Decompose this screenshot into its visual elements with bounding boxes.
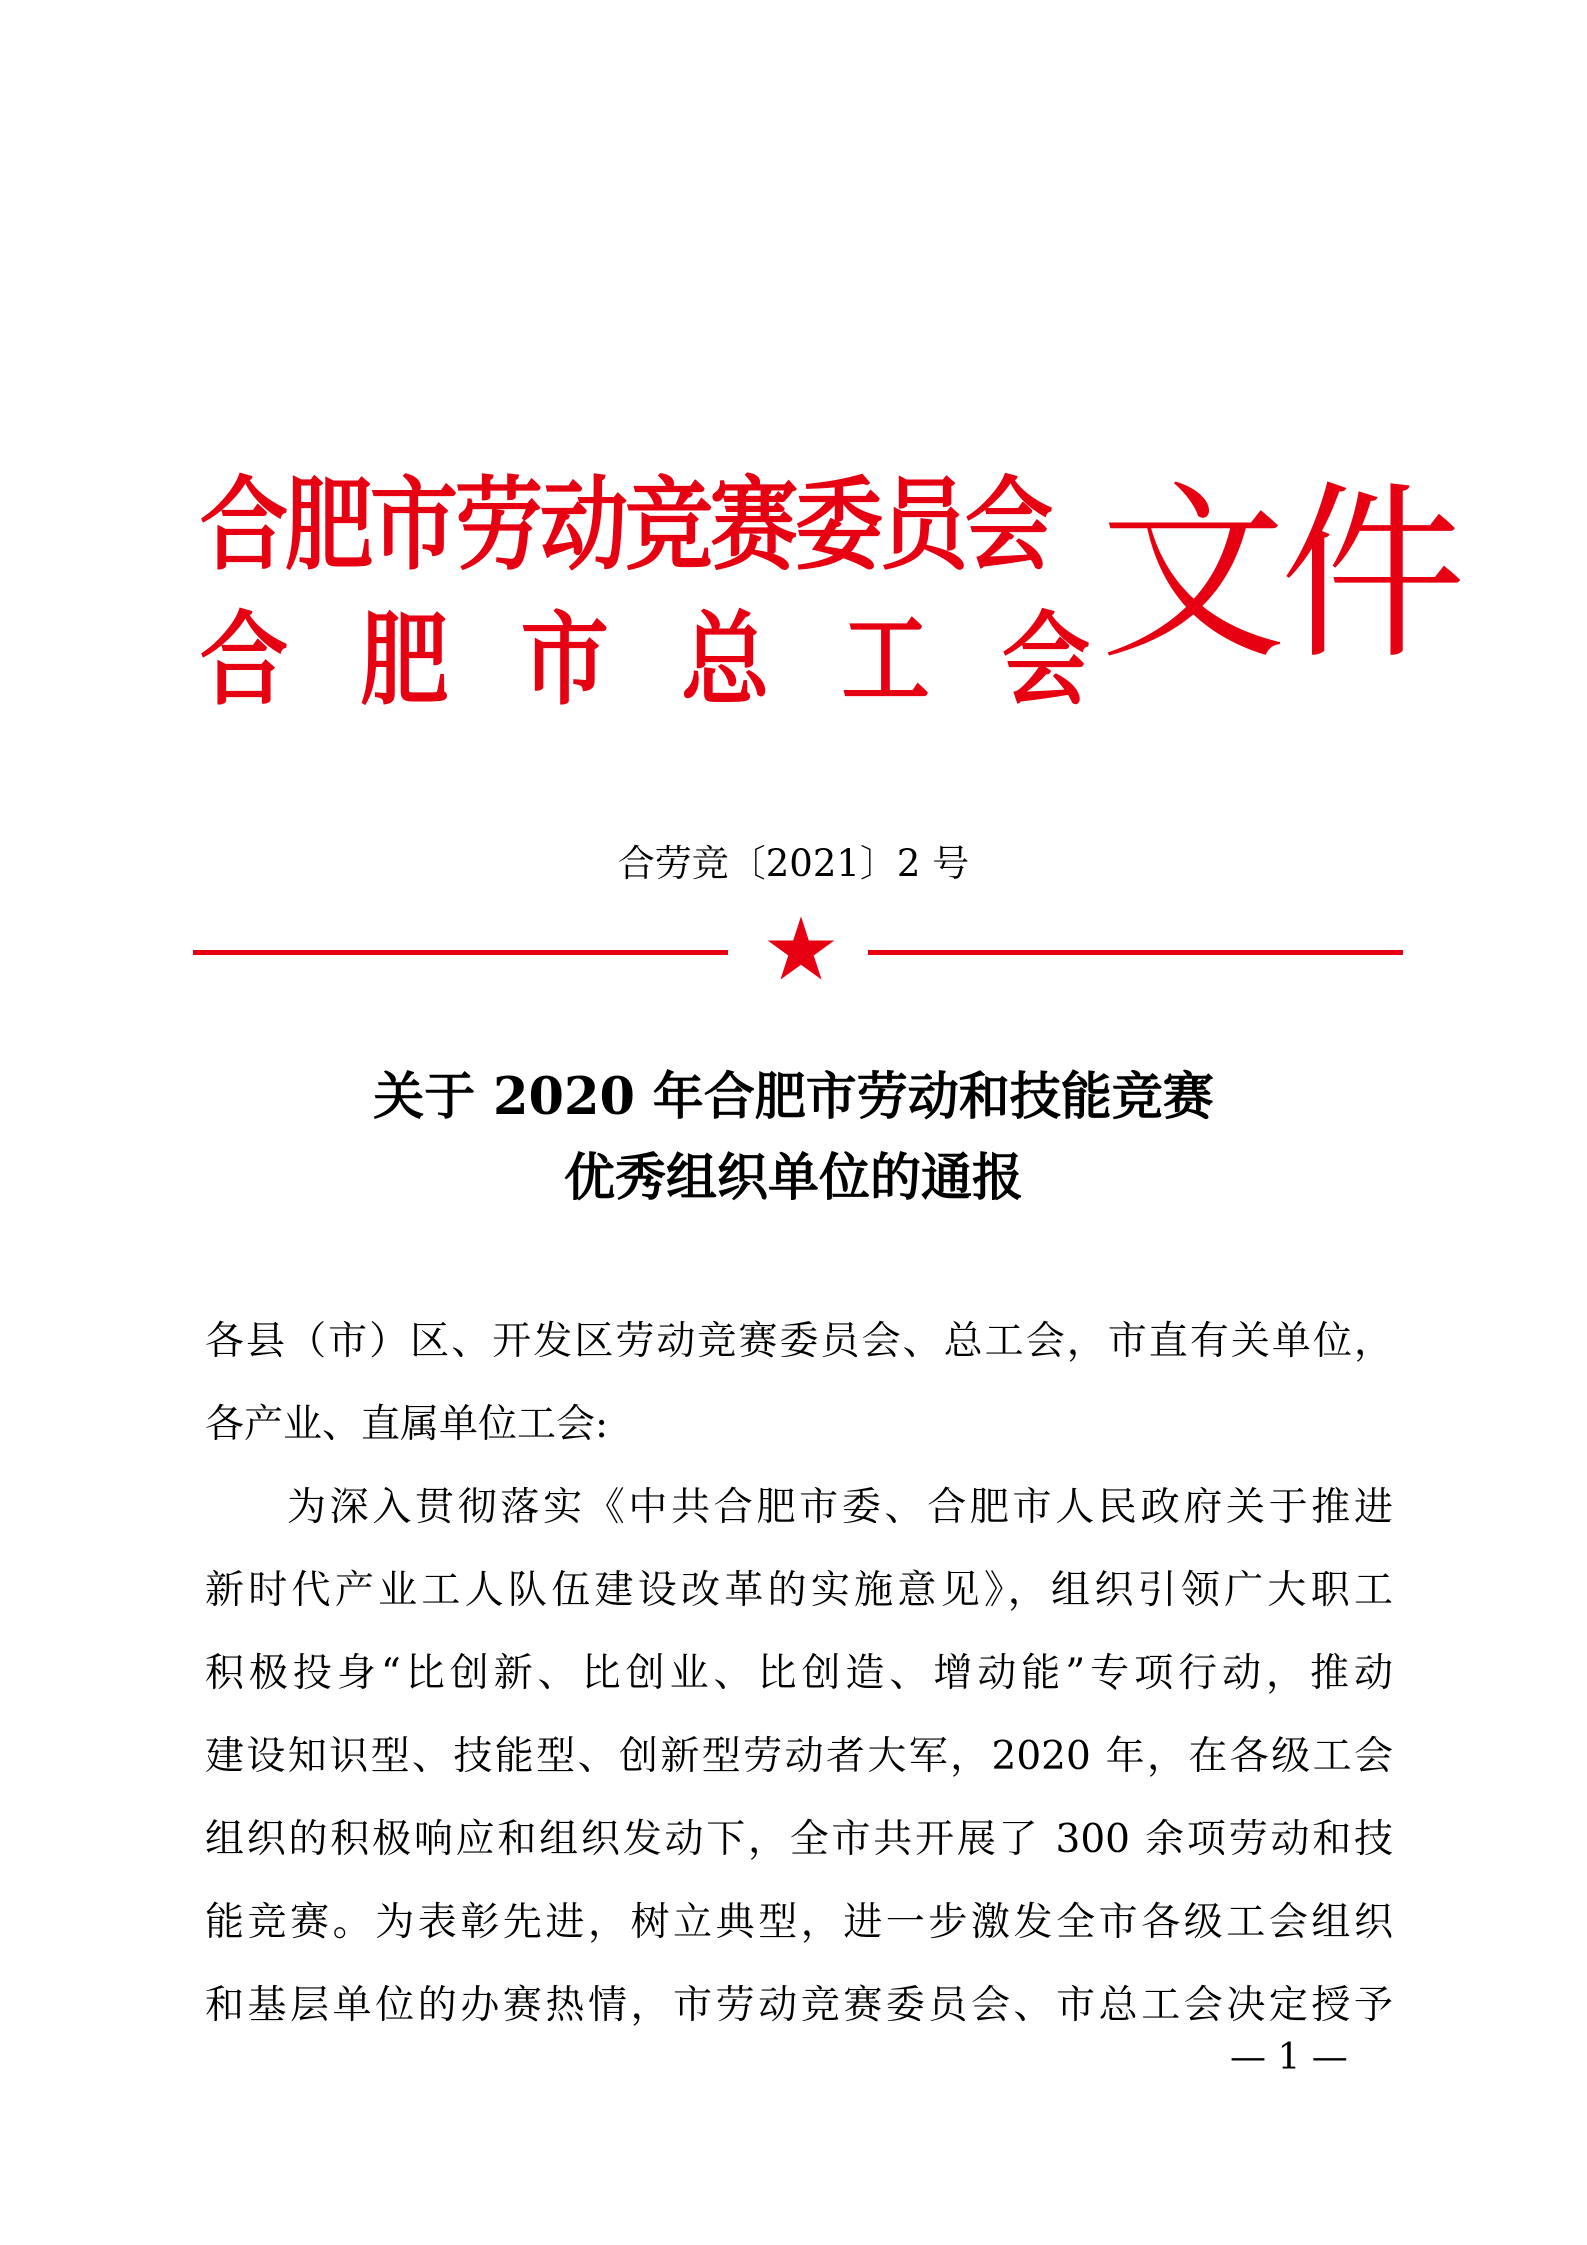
- separator-rule-left: [193, 950, 728, 955]
- body-text-line: 积极投身“比创新、比创业、比创造、增动能”专项行动，推动: [205, 1651, 1393, 1696]
- issuer-line-2-char: 合: [200, 600, 289, 720]
- issuer-line-1: 合肥市劳动竞赛委员会: [200, 465, 1051, 585]
- issuer-line-2-char: 工: [841, 600, 930, 720]
- separator-rule-right: [868, 950, 1403, 955]
- issuer-line-2-char: 总: [681, 600, 770, 720]
- body-text-line: 能竞赛。为表彰先进，树立典型，进一步激发全市各级工会组织: [205, 1900, 1393, 1945]
- issuer-line-2: [200, 600, 1090, 720]
- document-title-line-1: 关于 2020 年合肥市劳动和技能竞赛: [373, 1067, 1214, 1127]
- doc-type-label: 文件: [1100, 463, 1461, 686]
- document-title-line-2: 优秀组织单位的通报: [563, 1148, 1023, 1208]
- body-text-line: 新时代产业工人队伍建设改革的实施意见》，组织引领广大职工: [205, 1568, 1393, 1613]
- body-text-line: 为深入贯彻落实《中共合肥市委、合肥市人民政府关于推进: [287, 1485, 1393, 1530]
- body-text-line: 和基层单位的办赛热情，市劳动竞赛委员会、市总工会决定授予: [205, 1983, 1393, 2028]
- issuer-line-2-char: 市: [520, 600, 609, 720]
- salutation-line: 各县（市）区、开发区劳动竞赛委员会、总工会，市直有关单位，: [205, 1319, 1393, 1364]
- issuer-line-2-char: 肥: [360, 600, 449, 720]
- star-icon: [766, 915, 836, 985]
- body-text-line: 组织的积极响应和组织发动下，全市共开展了 300 余项劳动和技: [205, 1817, 1393, 1862]
- issuer-line-2-char: 会: [1001, 600, 1090, 720]
- body-text-line: 建设知识型、技能型、创新型劳动者大军，2020 年，在各级工会: [205, 1734, 1393, 1779]
- page-number: — 1 —: [1230, 2037, 1348, 2078]
- salutation-line: 各产业、直属单位工会:: [205, 1402, 609, 1447]
- document-number: 合劳竞〔2021〕2 号: [617, 842, 970, 885]
